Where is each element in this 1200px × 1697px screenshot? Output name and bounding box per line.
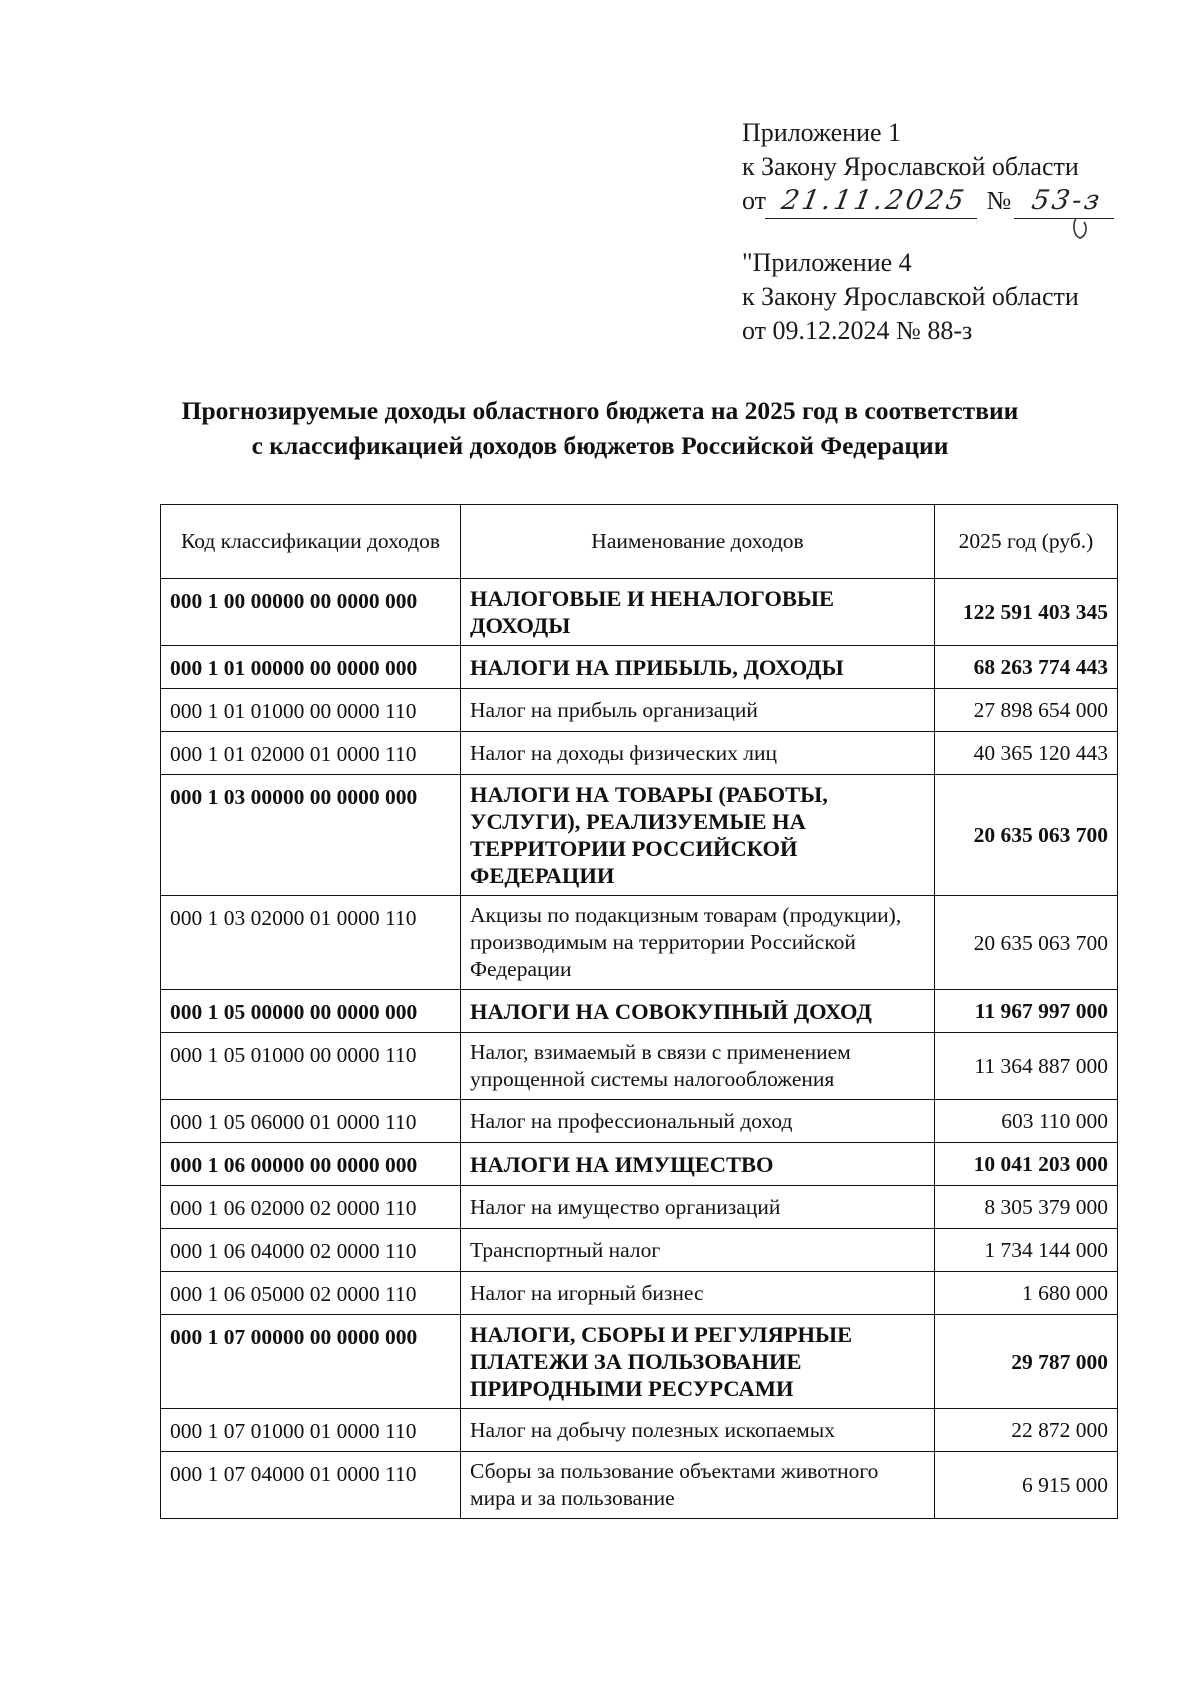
row-value: 40 365 120 443	[935, 732, 1118, 775]
row-code: 000 1 07 04000 01 0000 110	[161, 1452, 461, 1519]
row-name: Налог на имущество организаций	[461, 1186, 935, 1229]
row-code: 000 1 05 00000 00 0000 000	[161, 990, 461, 1033]
row-name: НАЛОГИ, СБОРЫ И РЕГУЛЯРНЫЕ ПЛАТЕЖИ ЗА ПОЛЬЗОВАНИЕ ПРИРОДНЫМИ РЕСУРСАМИ	[461, 1315, 935, 1409]
table-row	[161, 896, 1118, 990]
row-value: 22 872 000	[935, 1409, 1118, 1452]
row-code: 000 1 07 00000 00 0000 000	[161, 1315, 461, 1409]
row-code: 000 1 03 00000 00 0000 000	[161, 775, 461, 896]
row-name: Налог, взимаемый в связи с применением упрощенной системы налогообложения	[461, 1033, 935, 1100]
table-row	[161, 1315, 1118, 1409]
document-title	[100, 393, 1100, 463]
table-row	[161, 1100, 1118, 1143]
date-prefix: от	[742, 186, 767, 215]
income-table	[160, 504, 1118, 1519]
row-value: 1 680 000	[935, 1272, 1118, 1315]
appendix-new-line2: к Закону Ярославской области	[742, 152, 1079, 181]
table-row	[161, 689, 1118, 732]
header-value: 2025 год (руб.)	[935, 505, 1118, 579]
appendix-header-new	[742, 116, 1117, 219]
table-row	[161, 646, 1118, 689]
header-name: Наименование доходов	[461, 505, 935, 579]
row-name: Налог на добычу полезных ископаемых	[461, 1409, 935, 1452]
row-value: 122 591 403 345	[935, 579, 1118, 646]
row-name: НАЛОГОВЫЕ И НЕНАЛОГОВЫЕ ДОХОДЫ	[461, 579, 935, 646]
row-value: 1 734 144 000	[935, 1229, 1118, 1272]
appendix-old-line3: от 09.12.2024 № 88-з	[742, 316, 973, 345]
row-name: Сборы за пользование объектами животного мира и за пользование	[461, 1452, 935, 1519]
row-name: НАЛОГИ НА ПРИБЫЛЬ, ДОХОДЫ	[461, 646, 935, 689]
row-name: НАЛОГИ НА ТОВАРЫ (РАБОТЫ, УСЛУГИ), РЕАЛИЗУЕМЫЕ НА ТЕРРИТОРИИ РОССИЙСКОЙ ФЕДЕРАЦИИ	[461, 775, 935, 896]
table-header-row	[161, 505, 1118, 579]
row-name: Налог на профессиональный доход	[461, 1100, 935, 1143]
row-value: 603 110 000	[935, 1100, 1118, 1143]
row-value: 20 635 063 700	[935, 896, 1118, 990]
row-name: Налог на прибыль организаций	[461, 689, 935, 732]
row-value: 11 364 887 000	[935, 1033, 1118, 1100]
row-name: Налог на игорный бизнес	[461, 1272, 935, 1315]
row-value: 27 898 654 000	[935, 689, 1118, 732]
row-code: 000 1 07 01000 01 0000 110	[161, 1409, 461, 1452]
appendix-new-line1: Приложение 1	[742, 118, 902, 147]
row-value: 10 041 203 000	[935, 1143, 1118, 1186]
row-code: 000 1 05 01000 00 0000 110	[161, 1033, 461, 1100]
row-value: 6 915 000	[935, 1452, 1118, 1519]
row-code: 000 1 06 04000 02 0000 110	[161, 1229, 461, 1272]
row-value: 29 787 000	[935, 1315, 1118, 1409]
row-value: 20 635 063 700	[935, 775, 1118, 896]
appendix-header-old	[742, 246, 1079, 348]
table-row	[161, 1409, 1118, 1452]
handwriting-stroke-icon	[1068, 216, 1098, 246]
row-name: Налог на доходы физических лиц	[461, 732, 935, 775]
income-table-body	[161, 579, 1118, 1519]
table-row	[161, 732, 1118, 775]
row-code: 000 1 06 05000 02 0000 110	[161, 1272, 461, 1315]
appendix-old-line1: "Приложение 4	[742, 248, 912, 277]
table-row	[161, 990, 1118, 1033]
row-name: Транспортный налог	[461, 1229, 935, 1272]
table-row	[161, 1229, 1118, 1272]
row-code: 000 1 00 00000 00 0000 000	[161, 579, 461, 646]
header-code: Код классификации доходов	[161, 505, 461, 579]
number-sign: №	[986, 186, 1012, 215]
appendix-new-date-line	[742, 184, 1117, 219]
table-row	[161, 579, 1118, 646]
row-name: НАЛОГИ НА СОВОКУПНЫЙ ДОХОД	[461, 990, 935, 1033]
row-value: 8 305 379 000	[935, 1186, 1118, 1229]
table-row	[161, 1143, 1118, 1186]
handwritten-date: 21.11.2025	[765, 184, 983, 219]
row-name: Акцизы по подакцизным товарам (продукции), производимым на территории Российской Федерации	[461, 896, 935, 990]
table-row	[161, 1186, 1118, 1229]
row-code: 000 1 06 00000 00 0000 000	[161, 1143, 461, 1186]
row-name: НАЛОГИ НА ИМУЩЕСТВО	[461, 1143, 935, 1186]
title-line1: Прогнозируемые доходы областного бюджета на 2025 год в соответствии	[181, 396, 1019, 425]
row-code: 000 1 01 02000 01 0000 110	[161, 732, 461, 775]
row-code: 000 1 03 02000 01 0000 110	[161, 896, 461, 990]
handwritten-number: 53-з	[1014, 184, 1120, 219]
table-row	[161, 775, 1118, 896]
appendix-old-line2: к Закону Ярославской области	[742, 282, 1079, 311]
table-row	[161, 1452, 1118, 1519]
row-value: 68 263 774 443	[935, 646, 1118, 689]
row-code: 000 1 01 01000 00 0000 110	[161, 689, 461, 732]
row-code: 000 1 01 00000 00 0000 000	[161, 646, 461, 689]
row-value: 11 967 997 000	[935, 990, 1118, 1033]
title-line2: с классификацией доходов бюджетов Российской Федерации	[251, 431, 949, 460]
row-code: 000 1 05 06000 01 0000 110	[161, 1100, 461, 1143]
table-row	[161, 1033, 1118, 1100]
row-code: 000 1 06 02000 02 0000 110	[161, 1186, 461, 1229]
table-row	[161, 1272, 1118, 1315]
